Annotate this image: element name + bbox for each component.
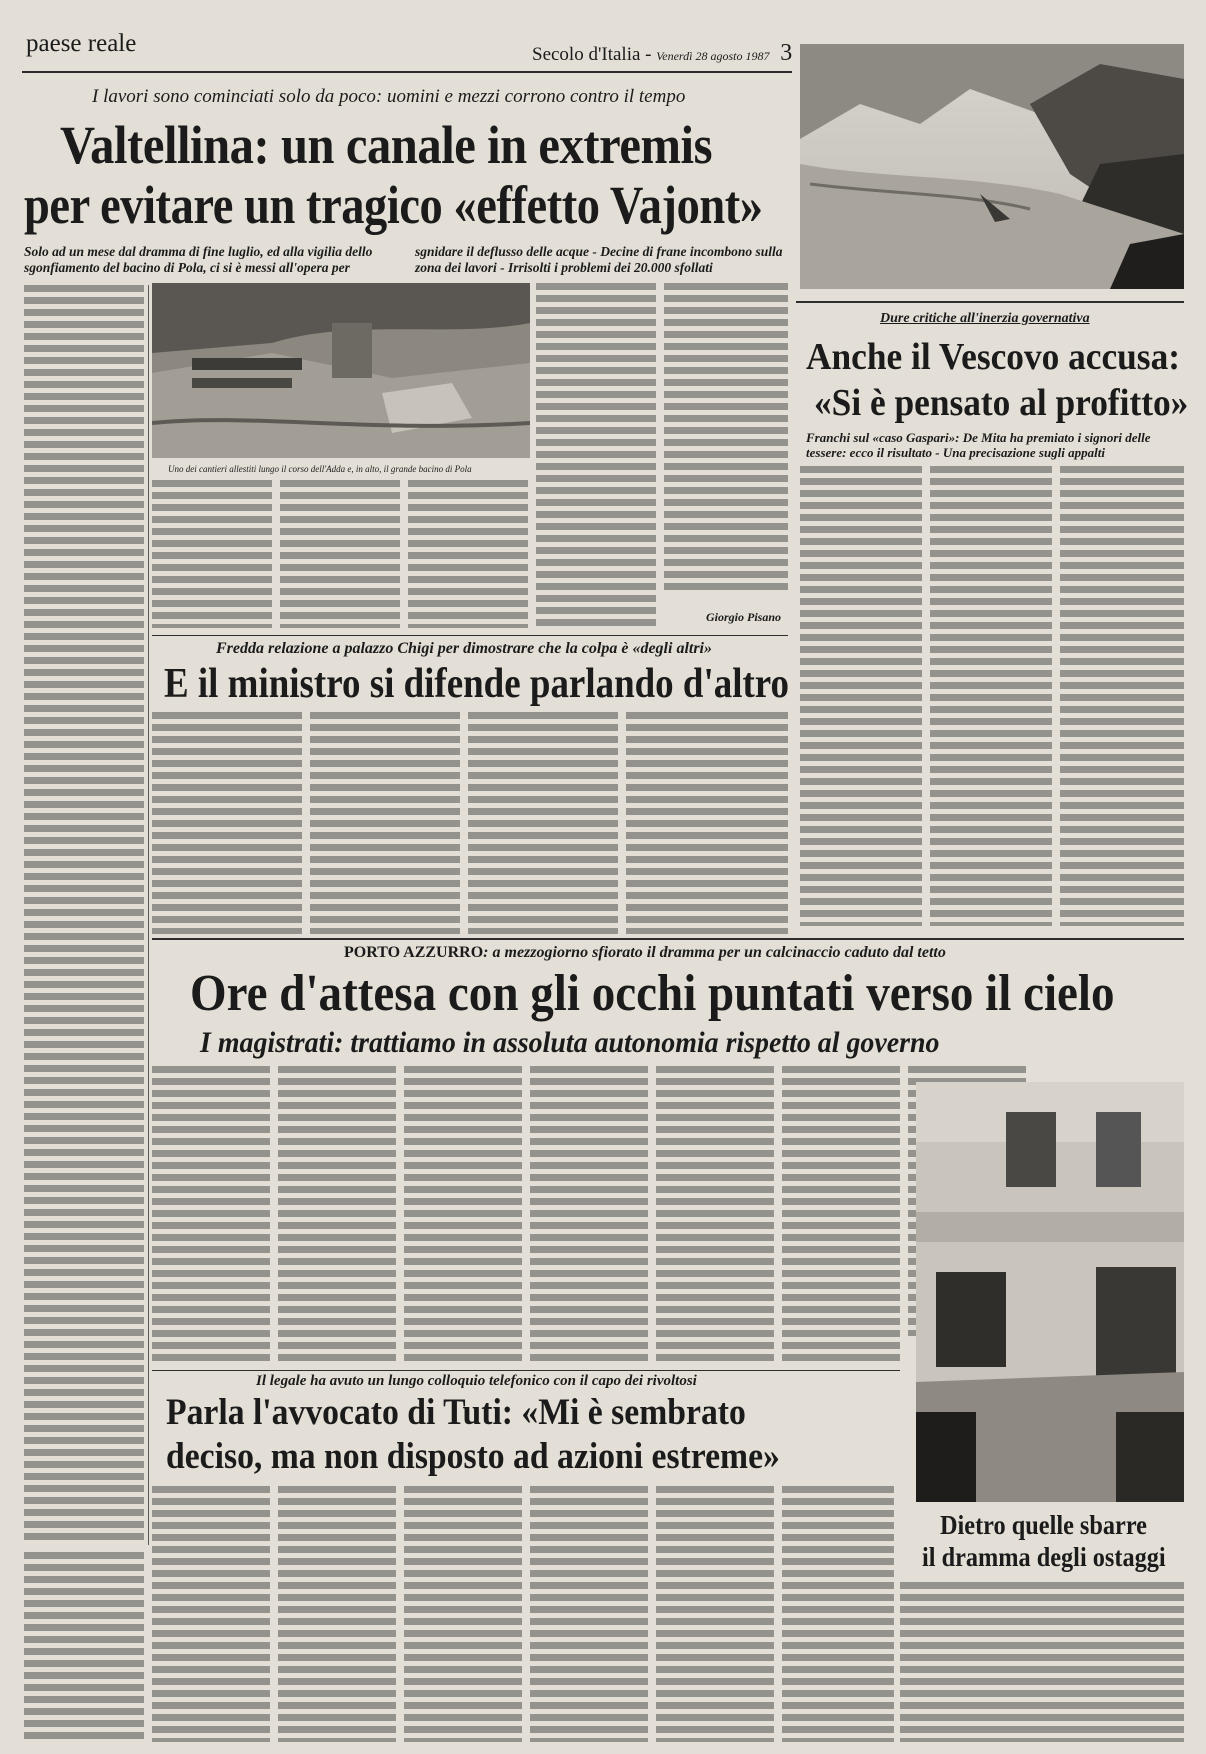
porto-col-3: [404, 1066, 522, 1366]
lake-photo-graphic: [800, 44, 1184, 289]
valtellina-col-3: [280, 480, 400, 628]
vescovo-col-1: [800, 466, 922, 926]
issue-date: Venerdì 28 agosto 1987: [656, 49, 770, 63]
ministro-col-1: [152, 712, 302, 934]
porto-location: PORTO AZZURRO: [344, 944, 484, 961]
ministro-col-3: [468, 712, 618, 934]
valtellina-col-1-bottom: [24, 1552, 144, 1742]
section-name: paese reale: [26, 30, 137, 57]
sbarre-headline-1: Dietro quelle sbarre: [940, 1510, 1147, 1540]
porto-subhead: I magistrati: trattiamo in assoluta autonomia rispetto al governo: [200, 1026, 940, 1059]
vescovo-col-3: [1060, 466, 1184, 926]
ministro-top-rule: [152, 635, 788, 636]
porto-kicker-text: : a mezzogiorno sfiorato il dramma per un calcinaccio caduto dal tetto: [483, 944, 946, 961]
valtellina-kicker: I lavori sono cominciati solo da poco: uomini e mezzi corrono contro il tempo: [92, 86, 686, 107]
avvocato-col-3: [404, 1486, 522, 1742]
porto-col-6: [782, 1066, 900, 1366]
porto-col-4: [530, 1066, 648, 1366]
vescovo-headline-2: «Si è pensato al profitto»: [814, 382, 1189, 424]
valtellina-headline-1: Valtellina: un canale in extremis: [60, 115, 713, 175]
avvocato-top-rule: [152, 1370, 900, 1371]
valtellina-col-2: [152, 480, 272, 628]
porto-kicker: [344, 944, 946, 962]
vescovo-kicker: Dure critiche all'inerzia governativa: [880, 311, 1090, 326]
prison-photo-graphic: [916, 1082, 1184, 1502]
vescovo-top-rule: [796, 301, 1184, 303]
valtellina-deck: Solo ad un mese dal dramma di fine luglio, ed alla vigilia dello sgonfiamento del bacino di Pola, ci si è messi all'opera per sgnidare il deflusso delle acque - Decine di frane incombono sulla zona dei lavori - Irrisolti i problemi dei 20.000 sfollati: [24, 244, 783, 275]
avvocato-kicker: Il legale ha avuto un lungo colloquio telefonico con il capo dei rivoltosi: [256, 1373, 697, 1389]
avvocato-headline-1: Parla l'avvocato di Tuti: «Mi è sembrato: [166, 1392, 746, 1433]
ministro-kicker: Fredda relazione a palazzo Chigi per dimostrare che la colpa è «degli altri»: [216, 640, 712, 657]
avvocato-col-1: [152, 1486, 270, 1742]
masthead: Secolo d'Italia - Venerdì 28 agosto 1987 3: [532, 40, 793, 66]
column-divider: [148, 285, 149, 1545]
avvocato-col-2: [278, 1486, 396, 1742]
porto-col-2: [278, 1066, 396, 1366]
vescovo-headline-1: Anche il Vescovo accusa:: [806, 336, 1181, 378]
sbarre-col: [900, 1582, 1184, 1742]
valtellina-col-4: [408, 480, 528, 628]
valtellina-headline-2: per evitare un tragico «effetto Vajont»: [24, 175, 763, 235]
avvocato-col-6: [782, 1486, 894, 1742]
lake-photo: [800, 44, 1184, 289]
avvocato-col-5: [656, 1486, 774, 1742]
header-rule: [22, 71, 792, 73]
valtellina-byline: Giorgio Pisano: [706, 610, 782, 624]
page-number: 3: [780, 40, 793, 66]
ministro-col-2: [310, 712, 460, 934]
construction-photo-caption: Uno dei cantieri allestiti lungo il corso dell'Adda e, in alto, il grande bacino di Pola: [168, 464, 472, 474]
avvocato-col-4: [530, 1486, 648, 1742]
porto-top-rule: [152, 938, 1184, 940]
ministro-headline: E il ministro si difende parlando d'altro: [164, 661, 790, 707]
porto-headline: Ore d'attesa con gli occhi puntati verso il cielo: [190, 965, 1115, 1022]
construction-site-graphic: [152, 283, 530, 458]
valtellina-col-5: [536, 283, 656, 628]
porto-col-1: [152, 1066, 270, 1366]
valtellina-col-6: [664, 283, 788, 593]
newspaper-name: Secolo d'Italia: [532, 44, 641, 65]
prison-photo: [916, 1082, 1184, 1502]
construction-site-photo: [152, 283, 530, 458]
valtellina-col-1: [24, 285, 144, 1545]
sbarre-headline-2: il dramma degli ostaggi: [922, 1542, 1166, 1572]
ministro-col-4: [626, 712, 788, 934]
porto-col-5: [656, 1066, 774, 1366]
vescovo-deck: Franchi sul «caso Gaspari»: De Mita ha premiato i signori delle tessere: ecco il risultato - Una precisazione sugli appalti: [806, 430, 1151, 460]
vescovo-col-2: [930, 466, 1052, 926]
avvocato-headline-2: deciso, ma non disposto ad azioni estreme»: [166, 1436, 780, 1477]
